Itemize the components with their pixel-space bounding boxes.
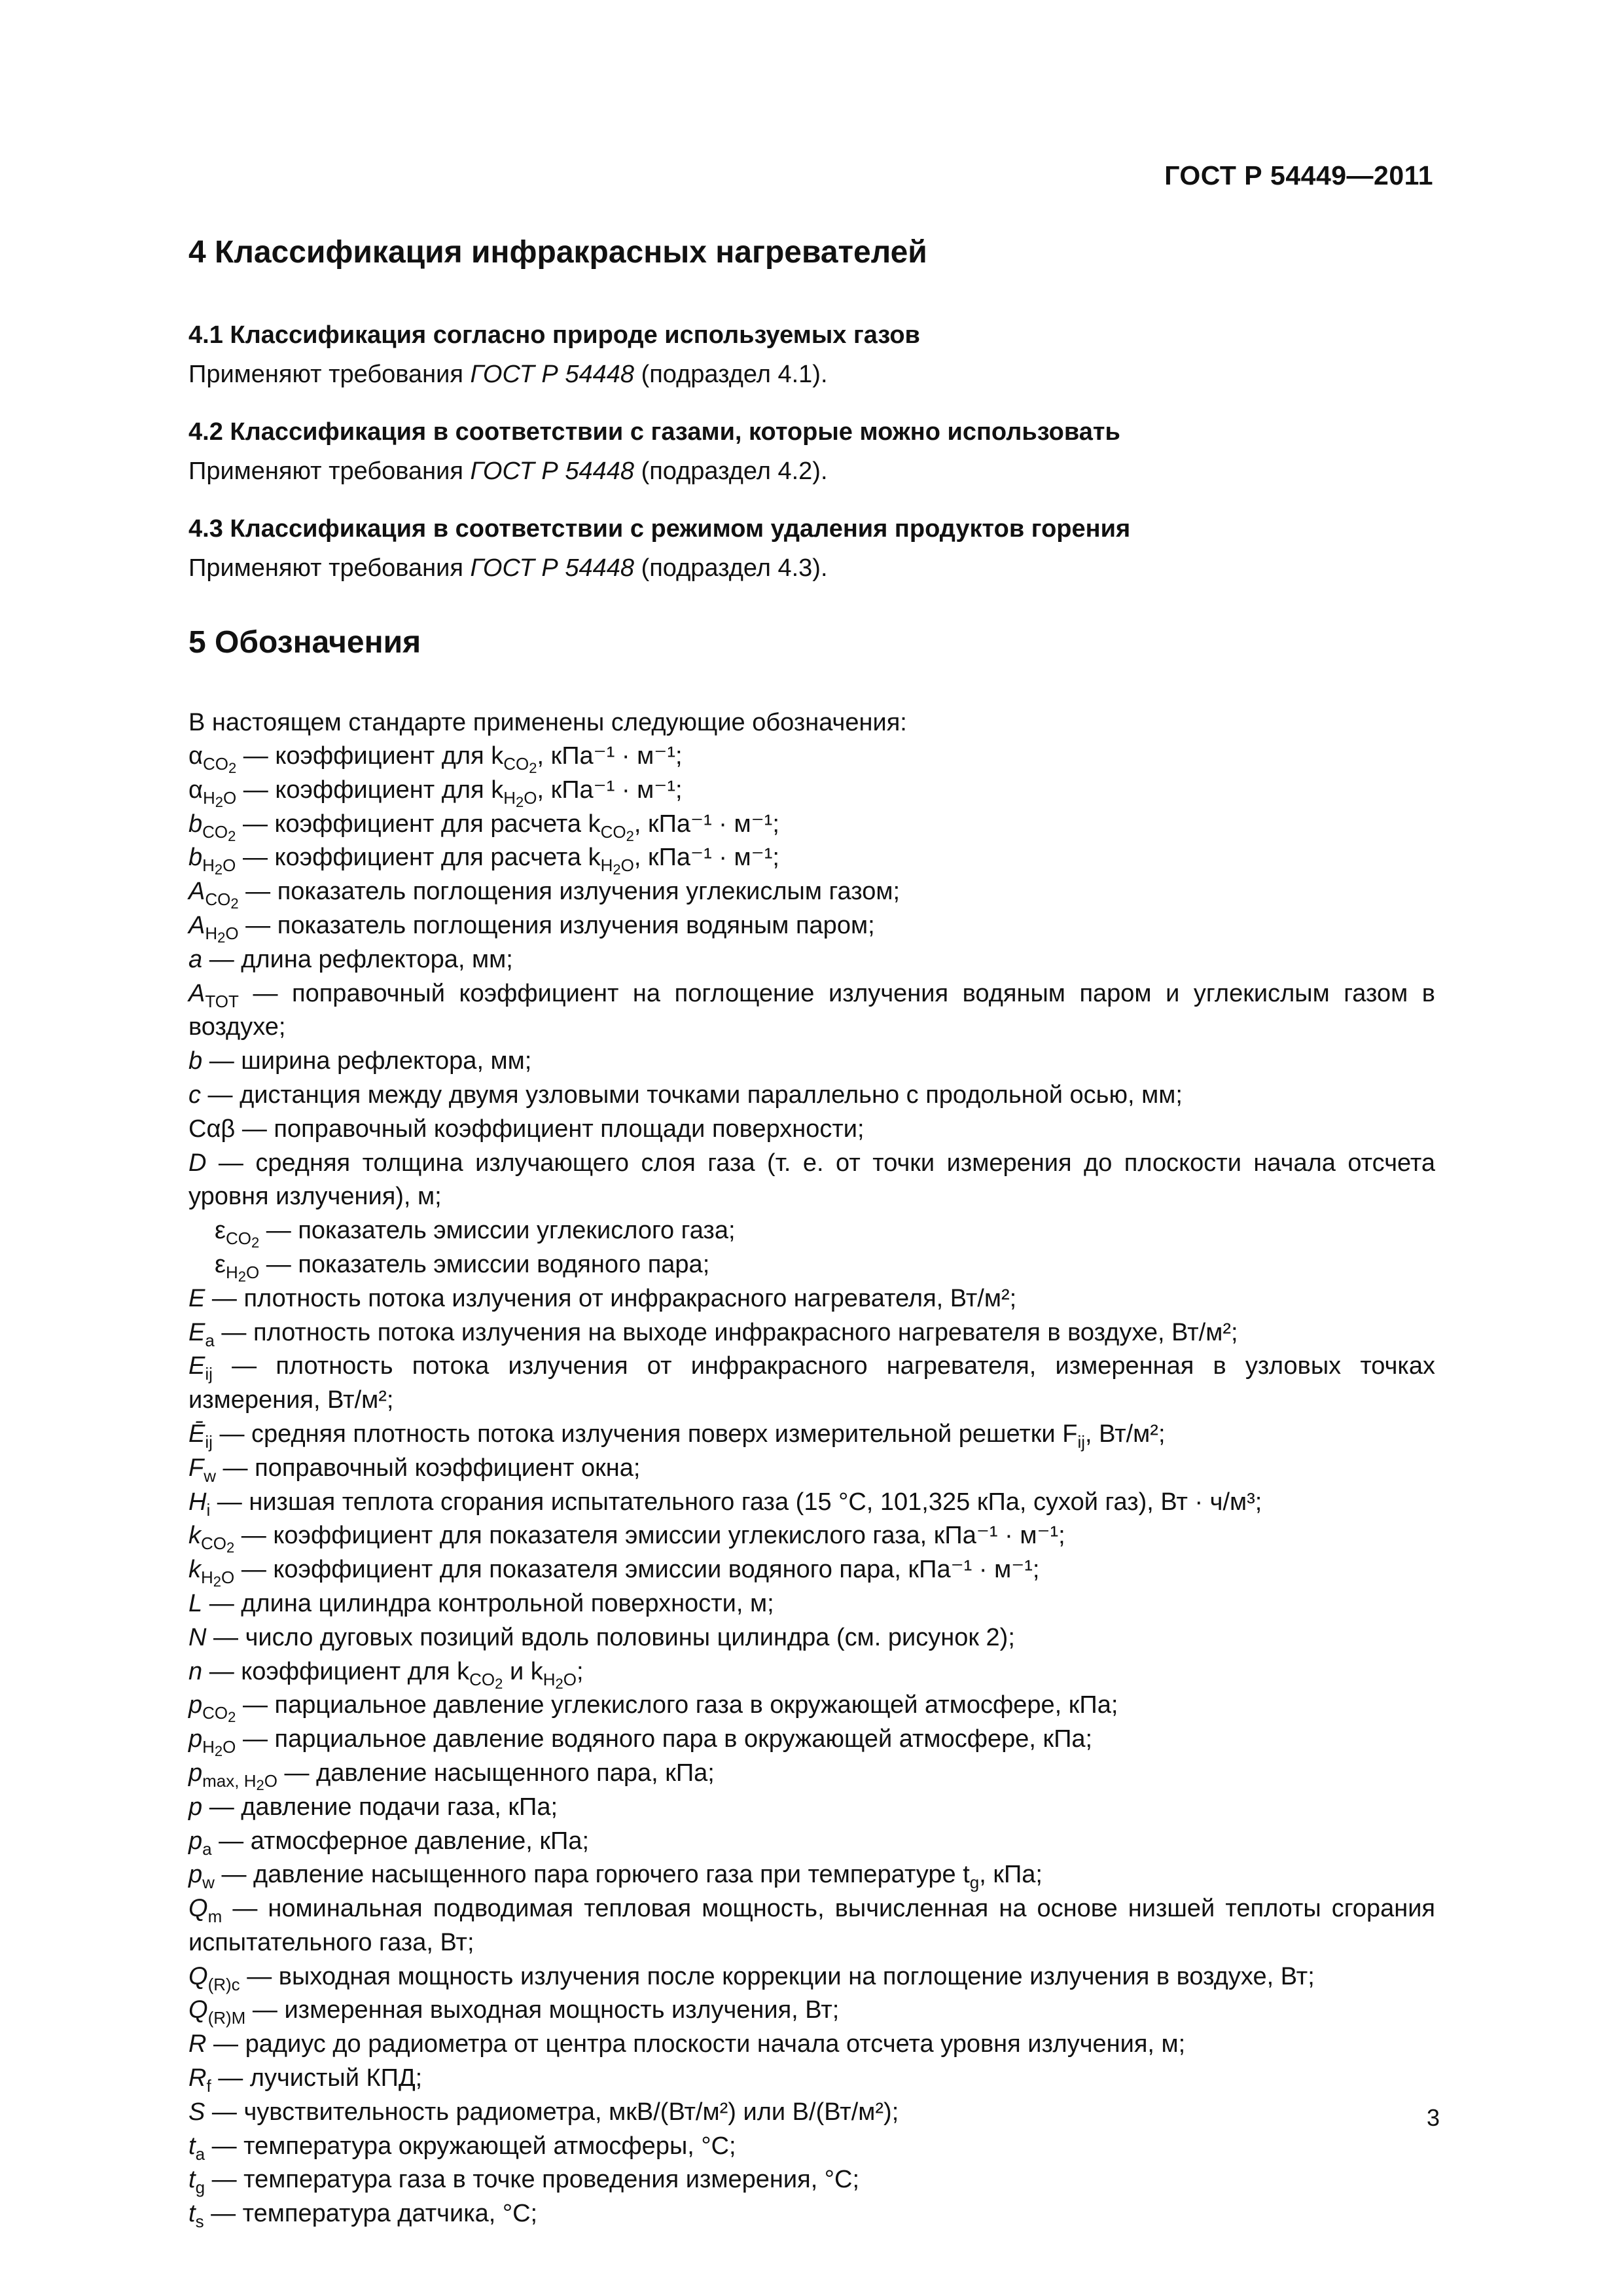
symbol: S <box>188 2098 205 2126</box>
symbol: α <box>188 776 203 804</box>
standard-reference: ГОСТ Р 54448 <box>470 554 635 582</box>
definition-item: $Ē_{ij}$ — средняя плотность потока излучения поверх измерительной решетки $F_{ij}$, Вт/м²; <box>188 1420 1166 1452</box>
symbol: b <box>188 1047 203 1075</box>
subsection-requirement: Применяют требования ГОСТ Р 54448 (подраздел 4.1). <box>188 361 828 388</box>
symbol: Q <box>188 1996 208 2024</box>
definition-item: L — длина цилиндра контрольной поверхности, м; <box>188 1589 774 1617</box>
symbol: Q <box>188 1962 208 1990</box>
subsection-requirement: Применяют требования ГОСТ Р 54448 (подраздел 4.2). <box>188 457 828 485</box>
symbol: D <box>188 1149 207 1177</box>
symbol: p <box>188 1827 203 1855</box>
inline-subscript: H2O <box>600 855 634 878</box>
symbol-subscript: CO2 <box>202 754 237 776</box>
definition-item: $b_{CO2}$ — коэффициент для расчета $k_{CO2}$, кПа⁻¹ · м⁻¹; <box>188 810 779 844</box>
symbol: A <box>188 878 205 906</box>
symbol: E <box>188 1284 205 1312</box>
document-code: ГОСТ Р 54449—2011 <box>1164 160 1433 190</box>
definition-item: E — плотность потока излучения от инфракрасного нагревателя, Вт/м²; <box>188 1284 1017 1312</box>
symbol-subscript: m <box>207 1907 223 1927</box>
definition-item: $H_i$ — низшая теплота сгорания испытательного газа (15 °С, 101,325 кПа, сухой газ), Вт · ч/м³; <box>188 1488 1262 1520</box>
definition-item: S — чувствительность радиометра, мкВ/(Вт/м²) или В/(Вт/м²); <box>188 2098 899 2126</box>
symbol: N <box>188 1623 207 1651</box>
definition-item: $\alpha_{H2O}$ — коэффициент для $k_{H2O}$, кПа⁻¹ · м⁻¹; <box>188 776 683 810</box>
symbol-subscript: a <box>202 1839 212 1859</box>
subsection-title: 4.1 Классификация согласно природе используемых газов <box>188 321 920 349</box>
definition-item: $A_{TOT}$ — поправочный коэффициент на поглощение излучения водяным паром и углекислым газом в воздухе; <box>188 979 1435 1041</box>
page-content <box>188 229 1435 2231</box>
symbol: Ē <box>188 1420 205 1448</box>
symbol: b <box>188 844 203 872</box>
symbol: ε <box>215 1217 226 1245</box>
definition-item: $p_{max, H2O}$ — давление насыщенного пара, кПа; <box>188 1759 715 1793</box>
definition-item: $\varepsilon_{H2O}$ — показатель эмиссии водяного пара; <box>215 1250 710 1285</box>
symbol-subscript: f <box>206 2076 211 2096</box>
symbol: A <box>188 979 205 1007</box>
definition-item: $\varepsilon_{CO2}$ — показатель эмиссии углекислого газа; <box>215 1217 736 1251</box>
definition-item: p — давление подачи газа, кПа; <box>188 1793 558 1821</box>
definition-item: $F_w$ — поправочный коэффициент окна; <box>188 1454 641 1486</box>
symbol: E <box>188 1352 205 1380</box>
section-4-subsections <box>188 315 1435 588</box>
section-4-title: 4 Классификация инфракрасных нагревателей <box>188 235 927 270</box>
symbol: n <box>188 1657 203 1685</box>
symbol: α <box>188 742 203 770</box>
inline-subscript: H2O <box>503 787 537 810</box>
subsection-title: 4.2 Классификация в соответствии с газами, которые можно использовать <box>188 418 1120 446</box>
symbol-subscript: (R)c <box>207 1974 240 1994</box>
symbol-subscript: H2O <box>202 855 236 878</box>
symbol: t <box>188 2132 196 2160</box>
symbol-subscript: s <box>195 2212 204 2232</box>
definition-item: $p_{CO2}$ — парциальное давление углекислого газа в окружающей атмосфере, кПа; <box>188 1691 1118 1726</box>
symbol-subscript: ij <box>205 1364 213 1384</box>
symbol-subscript: a <box>195 2144 205 2164</box>
symbol: p <box>188 1793 203 1821</box>
definition-item: $R_f$ — лучистый КПД; <box>188 2064 423 2096</box>
definition-item: $p_w$ — давление насыщенного пара горючего газа при температуре $t_g$, кПа; <box>188 1861 1043 1893</box>
definition-item: $t_g$ — температура газа в точке проведения измерения, °С; <box>188 2166 859 2198</box>
symbol: k <box>188 1522 201 1550</box>
symbol-subscript: TOT <box>205 991 239 1011</box>
symbol: p <box>188 1691 203 1719</box>
symbol: Cαβ <box>188 1115 236 1143</box>
definition-item: $k_{H2O}$ — коэффициент для показателя эмиссии водяного пара, кПа⁻¹ · м⁻¹; <box>188 1556 1040 1590</box>
symbol: F <box>188 1454 204 1482</box>
inline-subscript: CO2 <box>469 1669 503 1692</box>
symbol-subscript: ij <box>205 1431 213 1452</box>
subsection-requirement: Применяют требования ГОСТ Р 54448 (подраздел 4.3). <box>188 554 828 582</box>
definition-item: $E_a$ — плотность потока излучения на выходе инфракрасного нагревателя в воздухе, Вт/м²; <box>188 1318 1238 1350</box>
symbol: c <box>188 1081 201 1109</box>
definition-item: a — длина рефлектора, мм; <box>188 945 513 973</box>
symbol: p <box>188 1759 203 1787</box>
symbol: H <box>188 1488 207 1516</box>
symbol-subscript: g <box>195 2178 205 2198</box>
symbol: k <box>188 1556 201 1584</box>
inline-subscript: CO2 <box>600 821 634 844</box>
definition-item: $A_{H2O}$ — показатель поглощения излучения водяным паром; <box>188 911 875 946</box>
symbol: R <box>188 2030 207 2058</box>
symbol-subscript: w <box>202 1873 215 1893</box>
definition-item: R — радиус до радиометра от центра плоскости начала отсчета уровня излучения, м; <box>188 2030 1186 2058</box>
symbol: p <box>188 1725 203 1753</box>
symbol-subscript: max, H2O <box>202 1770 277 1793</box>
inline-subscript: ij <box>1077 1431 1085 1452</box>
symbol: b <box>188 810 203 838</box>
symbol: Q <box>188 1895 208 1923</box>
symbol-subscript: H2O <box>201 1568 235 1590</box>
definition-item: D — средняя толщина излучающего слоя газа (т. е. от точки измерения до плоскости начала отсчета уровня излучения), м; <box>188 1149 1435 1211</box>
symbol-definitions <box>188 740 1435 2231</box>
definition-item: $A_{CO2}$ — показатель поглощения излучения углекислым газом; <box>188 878 901 912</box>
symbol: p <box>188 1861 203 1889</box>
symbol-subscript: H2O <box>202 787 237 810</box>
definition-item: $t_s$ — температура датчика, °С; <box>188 2200 538 2232</box>
symbol: L <box>188 1589 203 1617</box>
symbol-subscript: CO2 <box>205 889 239 912</box>
definition-item: $k_{CO2}$ — коэффициент для показателя эмиссии углекислого газа, кПа⁻¹ · м⁻¹; <box>188 1522 1065 1556</box>
definition-item: n — коэффициент для $k_{CO2}$ и $k_{H2O}$; <box>188 1657 584 1692</box>
definition-item: N — число дуговых позиций вдоль половины цилиндра (см. рисунок 2); <box>188 1623 1015 1651</box>
standard-reference: ГОСТ Р 54448 <box>470 457 635 485</box>
symbol-subscript: H2O <box>202 1737 236 1760</box>
definition-item: Cαβ — поправочный коэффициент площади поверхности; <box>188 1115 865 1143</box>
inline-subscript: g <box>969 1873 980 1893</box>
symbol: E <box>188 1318 205 1346</box>
definition-item: $Q_{(R)c}$ — выходная мощность излучения после коррекции на поглощение излучения в воздухе, Вт; <box>188 1962 1315 1994</box>
symbol: R <box>188 2064 207 2092</box>
symbol: ε <box>215 1250 226 1278</box>
symbol-subscript: CO2 <box>225 1229 260 1251</box>
symbol-subscript: w <box>204 1465 216 1486</box>
symbol: t <box>188 2166 196 2194</box>
definition-item: b — ширина рефлектора, мм; <box>188 1047 532 1075</box>
page-number: 3 <box>1427 2104 1440 2131</box>
symbol: t <box>188 2200 196 2228</box>
definition-item: $b_{H2O}$ — коэффициент для расчета $k_{H2O}$, кПа⁻¹ · м⁻¹; <box>188 844 779 878</box>
symbol-subscript: i <box>206 1499 211 1520</box>
definition-item: $t_a$ — температура окружающей атмосферы, °С; <box>188 2132 736 2164</box>
section-5-title: 5 Обозначения <box>188 625 421 660</box>
definition-item: c — дистанция между двумя узловыми точками параллельно с продольной осью, мм; <box>188 1081 1183 1109</box>
symbol-subscript: H2O <box>205 923 239 946</box>
definition-item: $Q_{(R)M}$ — измеренная выходная мощность излучения, Вт; <box>188 1996 840 2028</box>
section-5-intro: В настоящем стандарте применены следующие обозначения: <box>188 709 907 736</box>
symbol-subscript: a <box>205 1330 215 1350</box>
definition-item: $E_{ij}$ — плотность потока излучения от инфракрасного нагревателя, измеренная в узловых точках измерения, Вт/м²; <box>188 1352 1435 1414</box>
definition-item: $p_a$ — атмосферное давление, кПа; <box>188 1827 590 1859</box>
standard-reference: ГОСТ Р 54448 <box>470 361 635 388</box>
symbol-subscript: CO2 <box>202 821 236 844</box>
definition-item: $Q_m$ — номинальная подводимая тепловая мощность, вычисленная на основе низшей теплоты сгорания испытательного газа, Вт; <box>188 1895 1435 1956</box>
symbol-subscript: H2O <box>225 1262 260 1285</box>
symbol-subscript: (R)M <box>207 2008 246 2028</box>
definition-item: $p_{H2O}$ — парциальное давление водяного пара в окружающей атмосфере, кПа; <box>188 1725 1093 1760</box>
symbol: A <box>188 911 205 939</box>
definition-item: $\alpha_{CO2}$ — коэффициент для $k_{CO2}$, кПа⁻¹ · м⁻¹; <box>188 742 683 776</box>
inline-subscript: H2O <box>543 1669 577 1692</box>
inline-subscript: CO2 <box>503 754 537 776</box>
symbol: a <box>188 945 203 973</box>
symbol-subscript: CO2 <box>201 1534 235 1556</box>
subsection-title: 4.3 Классификация в соответствии с режимом удаления продуктов горения <box>188 515 1131 543</box>
symbol-subscript: CO2 <box>202 1703 236 1726</box>
